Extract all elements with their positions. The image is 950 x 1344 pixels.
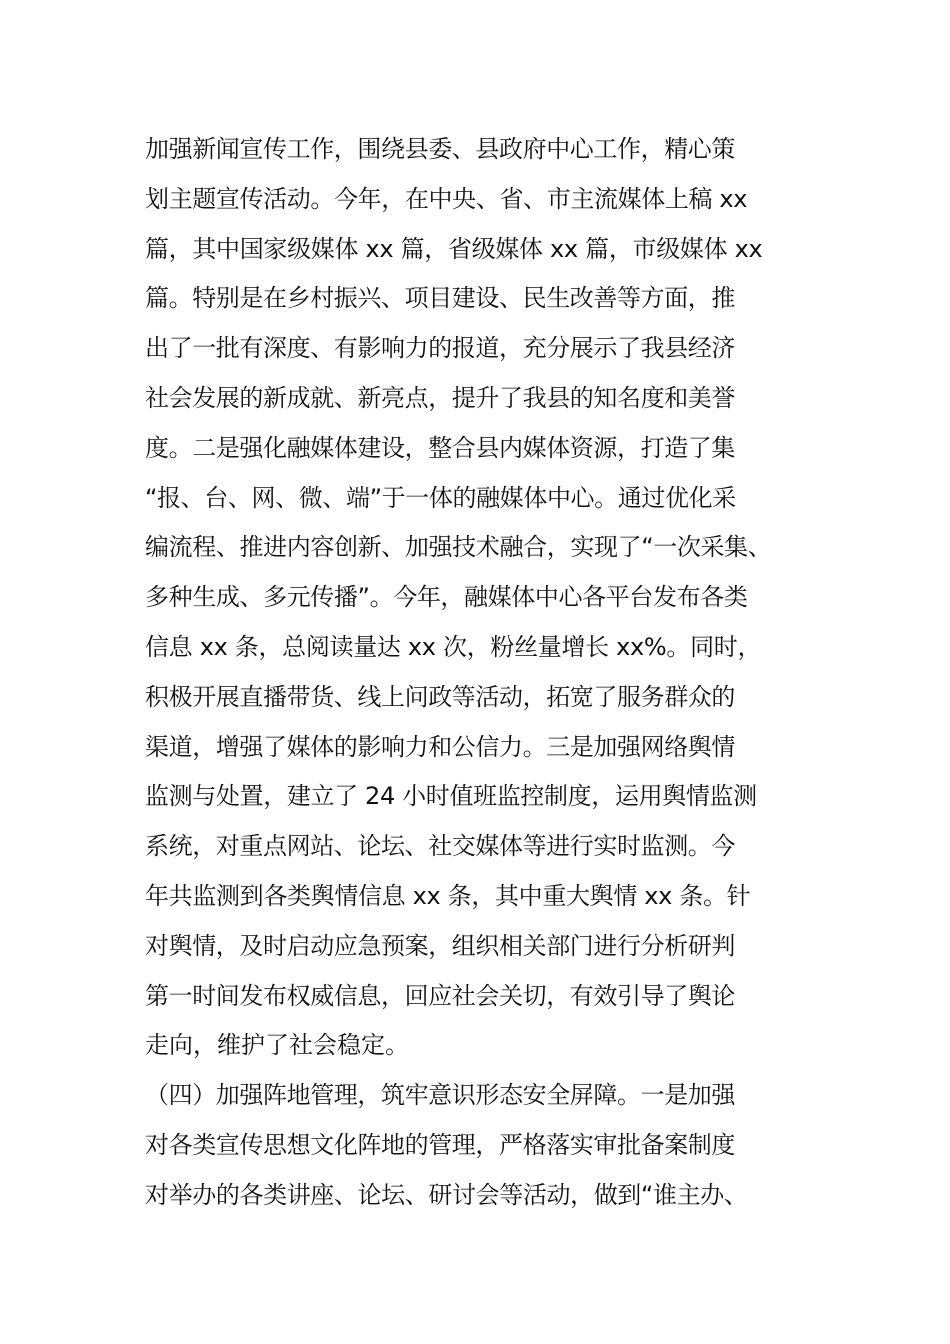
text-line: 出了一批有深度、有影响力的报道，充分展示了我县经济 bbox=[145, 334, 735, 363]
text-line: 对舆情，及时启动应急预案，组织相关部门进行分析研判 bbox=[145, 931, 735, 960]
text-line: （四）加强阵地管理，筑牢意识形态安全屏障。一是加强 bbox=[145, 1081, 735, 1110]
text-line: 对举办的各类讲座、论坛、研讨会等活动，做到“谁主办、 bbox=[145, 1180, 748, 1209]
text-line: 积极开展直播带货、线上问政等活动，拓宽了服务群众的 bbox=[145, 682, 735, 711]
text-line: 走向，维护了社会稳定。 bbox=[145, 1031, 409, 1060]
text-line: 多种生成、多元传播”。今年，融媒体中心各平台发布各类 bbox=[145, 583, 748, 612]
text-line: 划主题宣传活动。今年，在中央、省、市主流媒体上稿 xx bbox=[145, 184, 748, 213]
document-body bbox=[145, 125, 815, 1221]
text-line: 篇。特别是在乡村振兴、项目建设、民生改善等方面，推 bbox=[145, 284, 735, 313]
text-line: “报、台、网、微、端”于一体的融媒体中心。通过优化采 bbox=[145, 483, 736, 512]
text-line: 年共监测到各类舆情信息 xx 条，其中重大舆情 xx 条。针 bbox=[145, 881, 751, 910]
text-line: 监测与处置，建立了 24 小时值班监控制度，运用舆情监测 bbox=[145, 782, 757, 811]
text-line: 加强新闻宣传工作，围绕县委、县政府中心工作，精心策 bbox=[145, 135, 735, 163]
text-line: 社会发展的新成就、新亮点，提升了我县的知名度和美誉 bbox=[145, 383, 735, 412]
text-line: 编流程、推进内容创新、加强技术融合，实现了“一次采集、 bbox=[145, 533, 772, 562]
text-line: 信息 xx 条，总阅读量达 xx 次，粉丝量增长 xx%。同时， bbox=[145, 632, 762, 661]
text-line: 对各类宣传思想文化阵地的管理，严格落实审批备案制度 bbox=[145, 1130, 735, 1159]
text-line: 度。二是强化融媒体建设，整合县内媒体资源，打造了集 bbox=[145, 433, 735, 462]
text-line: 渠道，增强了媒体的影响力和公信力。三是加强网络舆情 bbox=[145, 732, 735, 761]
text-line: 系统，对重点网站、论坛、社交媒体等进行实时监测。今 bbox=[145, 832, 735, 861]
text-line: 第一时间发布权威信息，回应社会关切，有效引导了舆论 bbox=[145, 981, 735, 1010]
text-line: 篇，其中国家级媒体 xx 篇，省级媒体 xx 篇，市级媒体 xx bbox=[145, 234, 763, 263]
